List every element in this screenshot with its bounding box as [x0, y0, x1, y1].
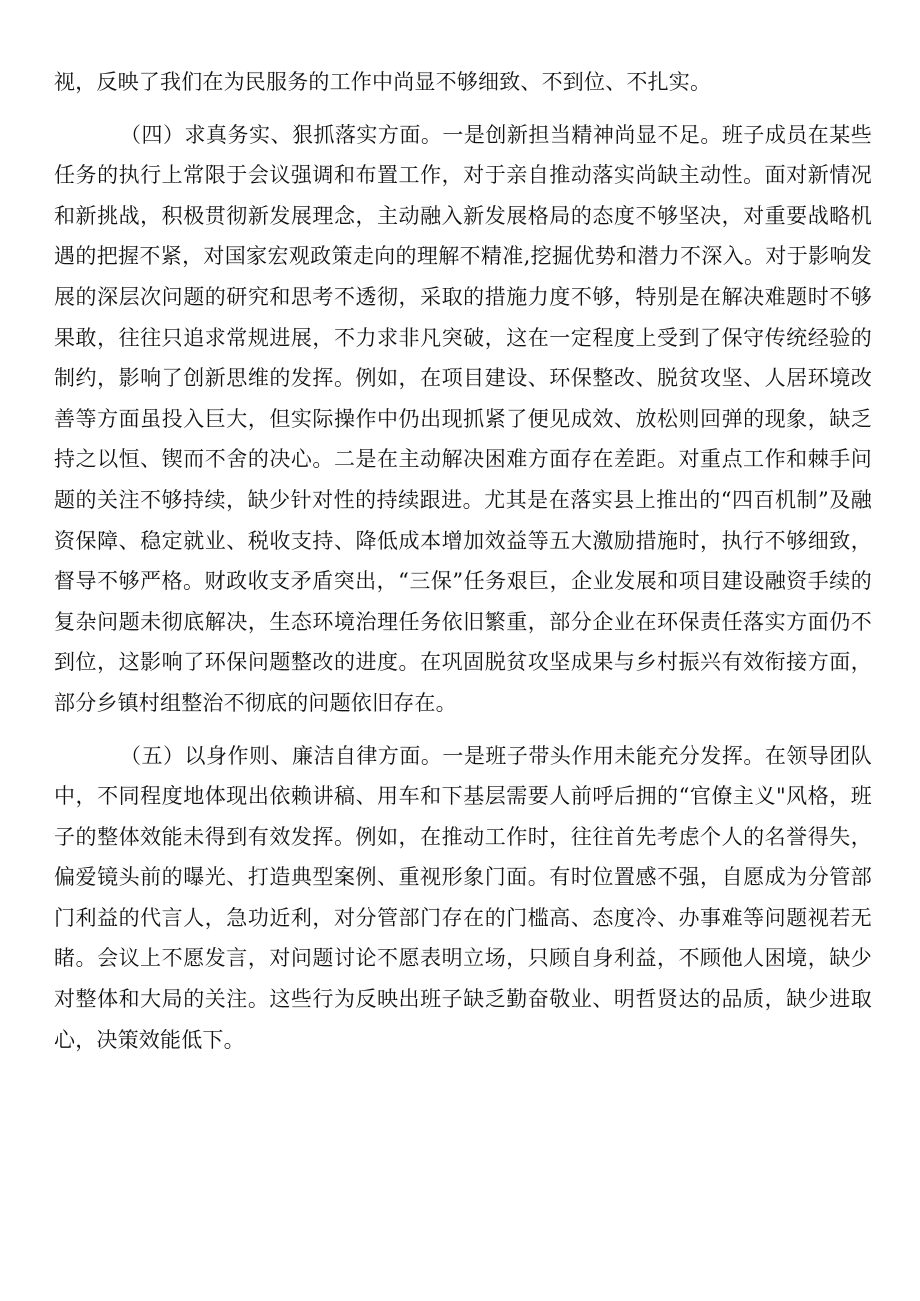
paragraph-section-five: （五）以身作则、廉洁自律方面。一是班子带头作用未能充分发挥。在领导团队中，不同程度地体现出依赖讲稿、用车和下基层需要人前呼后拥的“官僚主义"风格，班子的整体效能未得到有效发挥。例如，在推动工作时，往往首先考虑个人的名誉得失，偏爱镜头前的曝光、打造典型案例、重视形象门面。有时位置感不强，自愿成为分管部门利益的代言人，急功近利，对分管部门存在的门槛高、态度冷、办事难等问题视若无睹。会议上不愿发言，对问题讨论不愿表明立场，只顾自身利益，不顾他人困境，缺少对整体和大局的关注。这些行为反映出班子缺乏勤奋敬业、明哲贤达的品质，缺少进取心，决策效能低下。 [54, 743, 872, 1052]
paragraph-section-four: （四）求真务实、狠抓落实方面。一是创新担当精神尚显不足。班子成员在某些任务的执行上常限于会议强调和布置工作，对于亲自推动落实尚缺主动性。面对新情况和新挑战，积极贯彻新发展理念，主动融入新发展格局的态度不够坚决，对重要战略机遇的把握不紧，对国家宏观政策走向的理解不精准,挖掘优势和潜力不深入。对于影响发展的深层次问题的研究和思考不透彻，采取的措施力度不够，特别是在解决难题时不够果敢，往往只追求常规进展，不力求非凡突破，这在一定程度上受到了保守传统经验的制约，影响了创新思维的发挥。例如，在项目建设、环保整改、脱贫攻坚、人居环境改善等方面虽投入巨大，但实际操作中仍出现抓紧了便见成效、放松则回弹的现象，缺乏持之以恒、锲而不舍的决心。二是在主动解决困难方面存在差距。对重点工作和棘手问题的关注不够持续，缺少针对性的持续跟进。尤其是在落实县上推出的“四百机制”及融资保障、稳定就业、税收支持、降低成本增加效益等五大激励措施时，执行不够细致，督导不够严格。财政收支矛盾突出，“三保”任务艰巨，企业发展和项目建设融资手续的复杂问题未彻底解决，生态环境治理任务依旧繁重，部分企业在环保责任落实方面仍不到位，这影响了环保问题整改的进度。在巩固脱贫攻坚成果与乡村振兴有效衔接方面，部分乡镇村组整治不彻底的问题依旧存在。 [54, 122, 872, 715]
document-page [54, 62, 872, 1060]
paragraph-continuation: 视，反映了我们在为民服务的工作中尚显不够细致、不到位、不扎实。 [54, 70, 712, 94]
